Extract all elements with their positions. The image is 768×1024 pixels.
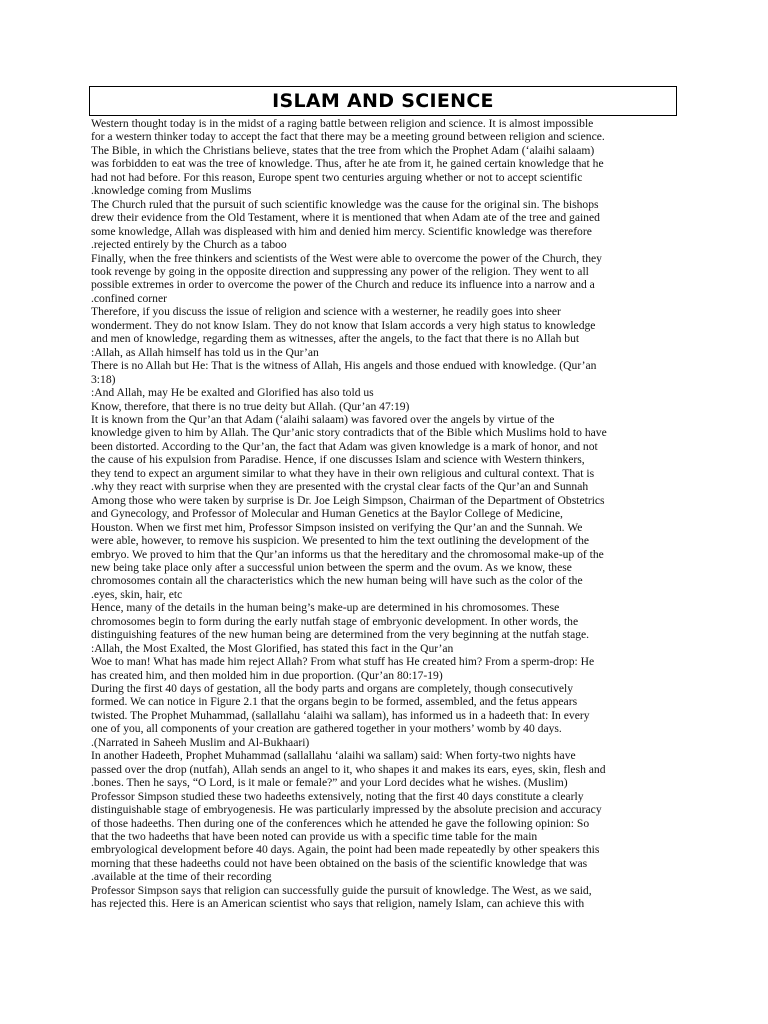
text-line: Western thought today is in the midst of a raging battle between religion and science. It is almost impossible bbox=[91, 117, 594, 130]
text-line: passed over the drop (nutfah), Allah sends an angel to it, who shapes it and makes its ears, eyes, skin, flesh and bbox=[91, 762, 606, 776]
text-line: of those hadeeths. Then during one of the conferences which he attended he gave the following opinion: So bbox=[91, 816, 590, 830]
text-line: been distorted. According to the Qur’an, the fact that Adam was given knowledge is a mark of honor, and not bbox=[91, 439, 598, 453]
text-line: chromosomes begin to form during the early nutfah stage of embryonic development. In other words, the bbox=[91, 614, 579, 628]
text-line: twisted. The Prophet Muhammad, (sallallahu ‘alaihi wa sallam), has informed us in a hadeeth that: In every bbox=[91, 708, 590, 722]
text-line: Houston. When we first met him, Professor Simpson insisted on verifying the Qur’an and the Sunnah. We bbox=[91, 520, 583, 534]
text-line: that the two hadeeths that have been noted can provide us with a specific time table for the main bbox=[91, 830, 538, 844]
text-line: distinguishing features of the new human being are determined from the very beginning at the nutfah stage. bbox=[91, 628, 590, 642]
text-line: possible extremes in order to overcome the power of the Church and reduce its influence into a narrow and a bbox=[91, 278, 595, 292]
text-line: The Church ruled that the pursuit of such scientific knowledge was the cause for the original sin. The bishops bbox=[91, 197, 599, 211]
text-line: Woe to man! What has made him reject Allah? From what stuff has He created him? From a sperm-drop: He bbox=[91, 655, 595, 669]
text-line: Know, therefore, that there is no true deity but Allah. (Qur’an 47:19) bbox=[91, 399, 410, 413]
text-line: drew their evidence from the Old Testament, where it is mentioned that when Adam ate of the tree and gained bbox=[91, 211, 600, 225]
text-line: morning that these hadeeths could not have been obtained on the basis of the scientific knowledge that was bbox=[91, 856, 588, 870]
text-line: It is known from the Qur’an that Adam (‘alaihi salaam) was favored over the angels by virtue of the bbox=[91, 412, 555, 426]
text-line: .confined corner bbox=[91, 291, 167, 305]
text-line: and Gynecology, and Professor of Molecular and Human Genetics at the Baylor College of Medicine, bbox=[91, 507, 563, 521]
text-line: In another Hadeeth, Prophet Muhammad (sallallahu ‘alaihi wa sallam) said: When forty-two nights have bbox=[91, 749, 576, 763]
text-line: The Bible, in which the Christians believe, states that the tree from which the Prophet Adam (‘alaihi salaam) bbox=[91, 143, 595, 157]
text-line: they tend to expect an argument similar to what they have in their own religious and cultural context. That is bbox=[91, 466, 595, 480]
text-line: knowledge given to him by Allah. The Qur’anic story contradicts that of the Bible which Muslims hold to have bbox=[91, 426, 607, 440]
text-line: .eyes, skin, hair, etc bbox=[91, 587, 183, 601]
text-line: and men of knowledge, regarding them as witnesses, after the angels, to the fact that there is no Allah but bbox=[91, 332, 580, 346]
text-line: Professor Simpson says that religion can successfully guide the pursuit of knowledge. The West, as we said, bbox=[91, 883, 592, 897]
text-line: has rejected this. Here is an American scientist who says that religion, namely Islam, can achieve this with bbox=[91, 897, 585, 911]
text-line: had not had before. For this reason, Europe spent two centuries arguing whether or not to accept scientific bbox=[91, 170, 583, 184]
text-line: formed. We can notice in Figure 2.1 that the organs begin to be formed, assembled, and the fetus appears bbox=[91, 695, 578, 709]
text-line: During the first 40 days of gestation, all the body parts and organs are completely, though consecutively bbox=[91, 682, 573, 696]
text-line: .bones. Then he says, “O Lord, is it male or female?” and your Lord decides what he wishes. (Muslim) bbox=[91, 776, 568, 790]
text-line: chromosomes contain all the characteristics which the new human being will have such as the color of the bbox=[91, 574, 583, 588]
text-line: Therefore, if you discuss the issue of religion and science with a westerner, he readily goes into sheer bbox=[91, 305, 561, 319]
text-line: has created him, and then molded him in due proportion. (Qur’an 80:17-19) bbox=[91, 668, 443, 682]
text-line: Among those who were taken by surprise is Dr. Joe Leigh Simpson, Chairman of the Department of Obstetrics bbox=[91, 493, 605, 507]
text-line: new being take place only after a successful union between the sperm and the ovum. As we know, these bbox=[91, 560, 572, 574]
title-box bbox=[89, 86, 677, 116]
text-line: took revenge by going in the opposite direction and suppressing any power of the religion. They went to all bbox=[91, 264, 589, 278]
text-line: embryological development before 40 days. Again, the point had been made repeatedly by other speakers this bbox=[91, 843, 600, 857]
text-line: .why they react with surprise when they are presented with the crystal clear facts of the Qur’an and Sunnah bbox=[91, 480, 589, 494]
text-line: were able, however, to remove his suspicion. We presented to him the text outlining the development of the bbox=[91, 534, 590, 548]
text-line: :And Allah, may He be exalted and Glorified has also told us bbox=[91, 386, 374, 400]
text-line: :Allah, as Allah himself has told us in the Qur’an bbox=[91, 345, 319, 359]
text-line: Finally, when the free thinkers and scientists of the West were able to overcome the power of the Church, they bbox=[91, 251, 602, 265]
text-line: Hence, many of the details in the human being’s make-up are determined in his chromosomes. These bbox=[91, 601, 560, 615]
text-line: wonderment. They do not know Islam. They do not know that Islam accords a very high status to knowledge bbox=[91, 318, 596, 332]
text-line: distinguishable stage of embryogenesis. He was particularly impressed by the absolute precision and accuracy bbox=[91, 803, 602, 817]
text-line: for a western thinker today to accept the fact that there may be a meeting ground between religion and science. bbox=[91, 130, 605, 144]
text-line: 3:18) bbox=[91, 372, 116, 386]
text-line: There is no Allah but He: That is the witness of Allah, His angels and those endued with knowledge. (Qur’an bbox=[91, 359, 597, 373]
text-line: some knowledge, Allah was displeased with him and denied him mercy. Scientific knowledge was therefore bbox=[91, 224, 592, 238]
text-line: .rejected entirely by the Church as a taboo bbox=[91, 238, 287, 252]
page-title: ISLAM AND SCIENCE bbox=[272, 90, 494, 112]
text-line: :Allah, the Most Exalted, the Most Glorified, has stated this fact in the Qur’an bbox=[91, 641, 454, 655]
text-line: .available at the time of their recording bbox=[91, 870, 272, 884]
text-line: one of you, all components of your creation are gathered together in your mothers’ womb by 40 days. bbox=[91, 722, 562, 736]
text-line: .knowledge coming from Muslims bbox=[91, 184, 252, 198]
text-line: Professor Simpson studied these two hadeeths extensively, noting that the first 40 days constitute a clearly bbox=[91, 789, 584, 803]
text-line: embryo. We proved to him that the Qur’an informs us that the hereditary and the chromosomal make-up of the bbox=[91, 547, 604, 561]
text-line: .(Narrated in Saheeh Muslim and Al-Bukhaari) bbox=[91, 735, 310, 749]
body-text bbox=[91, 117, 681, 911]
text-line: was forbidden to eat was the tree of knowledge. Thus, after he ate from it, he gained certain knowledge that he bbox=[91, 157, 604, 171]
text-line: the cause of his expulsion from Paradise. Hence, if one discusses Islam and science with Western thinkers, bbox=[91, 453, 585, 467]
